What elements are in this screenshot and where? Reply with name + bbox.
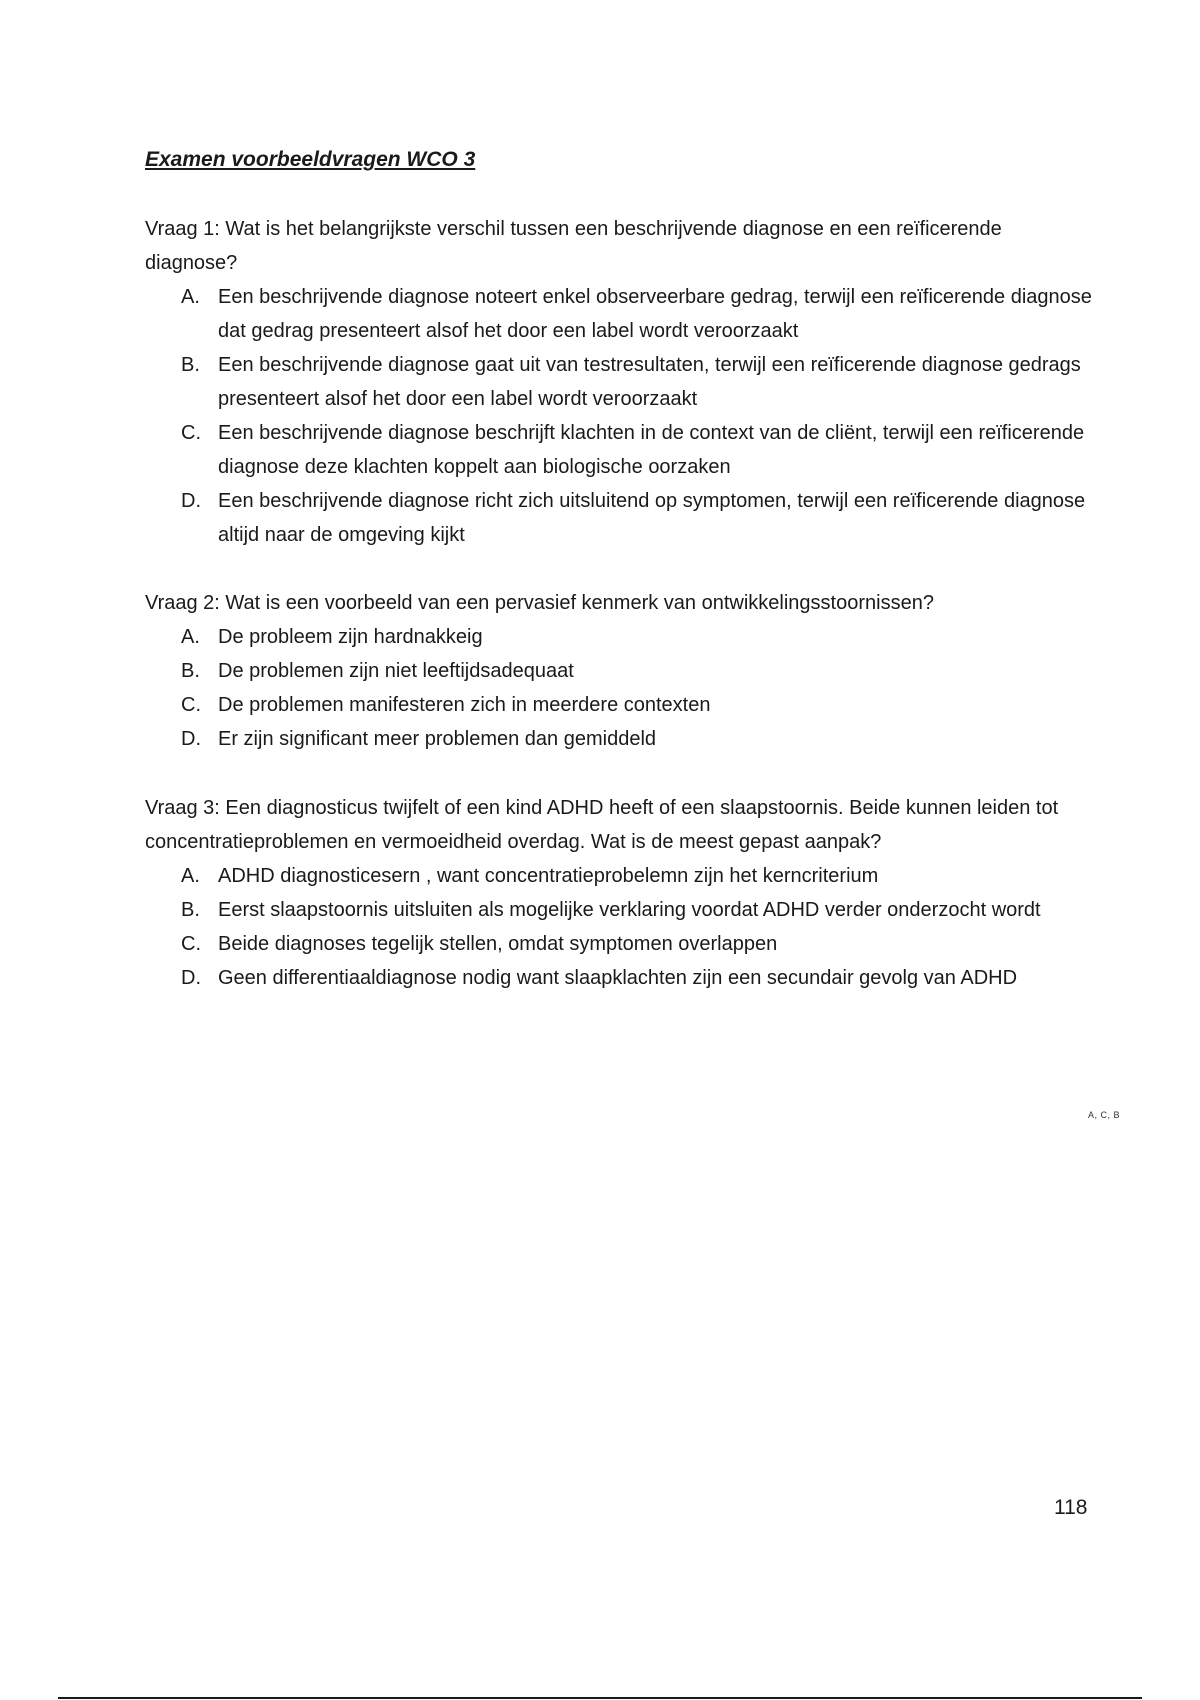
question-text: Vraag 3: Een diagnosticus twijfelt of een kind ADHD heeft of een slaapstoornis. Beide kunnen leiden tot concentratieproblemen en vermoeidheid overdag. Wat is de meest gepast aanpak? [145,797,1059,853]
option-letter: A. [181,286,200,308]
question-text: Vraag 1: Wat is het belangrijkste verschil tussen een beschrijvende diagnose en een reïficerende diagnose? [145,218,1002,274]
option-text: Een beschrijvende diagnose richt zich uitsluitend op symptomen, terwijl een reïficerende diagnose altijd naar de omgeving kijkt [218,490,1086,546]
option-letter: C. [181,933,201,955]
option-text: Beide diagnoses tegelijk stellen, omdat symptomen overlappen [218,933,778,955]
page-number: 118 [1054,1496,1088,1519]
option-letter: D. [181,490,201,512]
answer-key: A, C, B [1087,1110,1120,1120]
option-text: ADHD diagnosticesern , want concentratieprobelemn zijn het kerncriterium [218,865,879,887]
option-text: Een beschrijvende diagnose beschrijft klachten in de context van de cliënt, terwijl een reïficerende diagnose deze klachten koppelt aan biologische oorzaken [218,422,1085,478]
question-3 [145,791,1095,995]
option-letter: B. [181,354,200,376]
option-text: De problemen zijn niet leeftijdsadequaat [218,660,574,682]
question-text: Vraag 2: Wat is een voorbeeld van een pervasief kenmerk van ontwikkelingsstoornissen? [145,592,934,614]
option-text: Er zijn significant meer problemen dan gemiddeld [218,728,657,750]
option-d [145,722,1095,756]
option-letter: A. [181,865,200,887]
option-letter: B. [181,660,200,682]
question-2 [145,586,1095,756]
option-text: De problemen manifesteren zich in meerdere contexten [218,694,711,716]
option-list [145,620,1095,756]
option-letter: A. [181,626,200,648]
option-letter: C. [181,694,201,716]
option-d [145,484,1095,552]
option-letter: B. [181,899,200,921]
option-b [145,348,1095,416]
question-1 [145,212,1095,552]
option-text: Een beschrijvende diagnose gaat uit van testresultaten, terwijl een reïficerende diagnose gedrags presenteert alsof het door een label wordt veroorzaakt [218,354,1081,410]
option-b [145,893,1095,927]
option-a [145,620,1095,654]
option-letter: D. [181,728,201,750]
option-c [145,416,1095,484]
option-c [145,688,1095,722]
option-a [145,859,1095,893]
option-letter: D. [181,967,201,989]
option-letter: C. [181,422,201,444]
option-list [145,280,1095,552]
option-c [145,927,1095,961]
option-b [145,654,1095,688]
option-d [145,961,1095,995]
option-text: De probleem zijn hardnakkeig [218,626,483,648]
option-a [145,280,1095,348]
footer-divider [58,1697,1142,1699]
option-text: Een beschrijvende diagnose noteert enkel observeerbare gedrag, terwijl een reïficerende diagnose dat gedrag presenteert alsof het door een label wordt veroorzaakt [218,286,1092,342]
option-list [145,859,1095,995]
option-text: Geen differentiaaldiagnose nodig want slaapklachten zijn een secundair gevolg van ADHD [218,967,1018,989]
document-title: Examen voorbeeldvragen WCO 3 [145,148,476,171]
option-text: Eerst slaapstoornis uitsluiten als mogelijke verklaring voordat ADHD verder onderzocht wordt [218,899,1041,921]
